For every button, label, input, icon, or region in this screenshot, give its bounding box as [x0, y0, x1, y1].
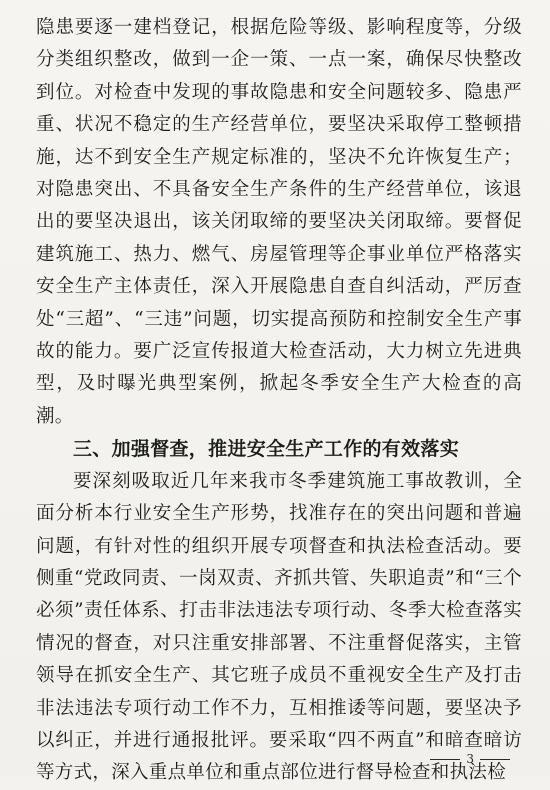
document-body [36, 12, 522, 790]
page-footer [430, 752, 510, 766]
body-paragraph-continued: 隐患要逐一建档登记，根据危险等级、影响程度等，分级分类组织整改，做到一企一策、一点一案，确保尽快整改到位。对检查中发现的事故隐患和安全问题较多、隐患严重、状况不稳定的生产经营单位，要坚决采取停工整顿措施，达不到安全生产规定标准的，坚决不允许恢复生产；对隐患突出、不具备安全生产条件的生产经营单位，该退出的要坚决退出，该关闭取缔的要坚决关闭取缔。要督促建筑施工、热力、燃气、房屋管理等企事业单位严格落实安全生产主体责任，深入开展隐患自查自纠活动，严厉查处“三超”、“三违”问题，切实提高预防和控制安全生产事故的能力。要广泛宣传报道大检查活动，大力树立先进典型，及时曝光典型案例，掀起冬季安全生产大检查的高潮。 [36, 17, 522, 427]
section-heading: 三、加强督查，推进安全生产工作的有效落实 [73, 438, 460, 461]
footer-dash-right [480, 759, 510, 760]
body-paragraph: 要深刻吸取近几年来我市冬季建筑施工事故教训，全面分析本行业安全生产形势，找准存在的突出问题和普遍问题，有针对性的组织开展专项督查和执法检查活动。要侧重“党政同责、一岗双责、齐抓共管、失职追责”和“三个必须”责任体系、打击非法违法专项行动、冬季大检查落实情况的督查，对只注重安排部署、不注重督促落实，主管领导在抓安全生产、其它班子成员不重视安全生产及打击非法违法专项行动工作不力，互相推诿等问题，要坚决予以纠正，并进行通报批评。要采取“四不两直”和暗查暗访等方式，深入重点单位和重点部位进行督导检查和执法检 [36, 470, 522, 784]
footer-dash-left [430, 759, 460, 760]
page-number: 3 [466, 752, 474, 766]
